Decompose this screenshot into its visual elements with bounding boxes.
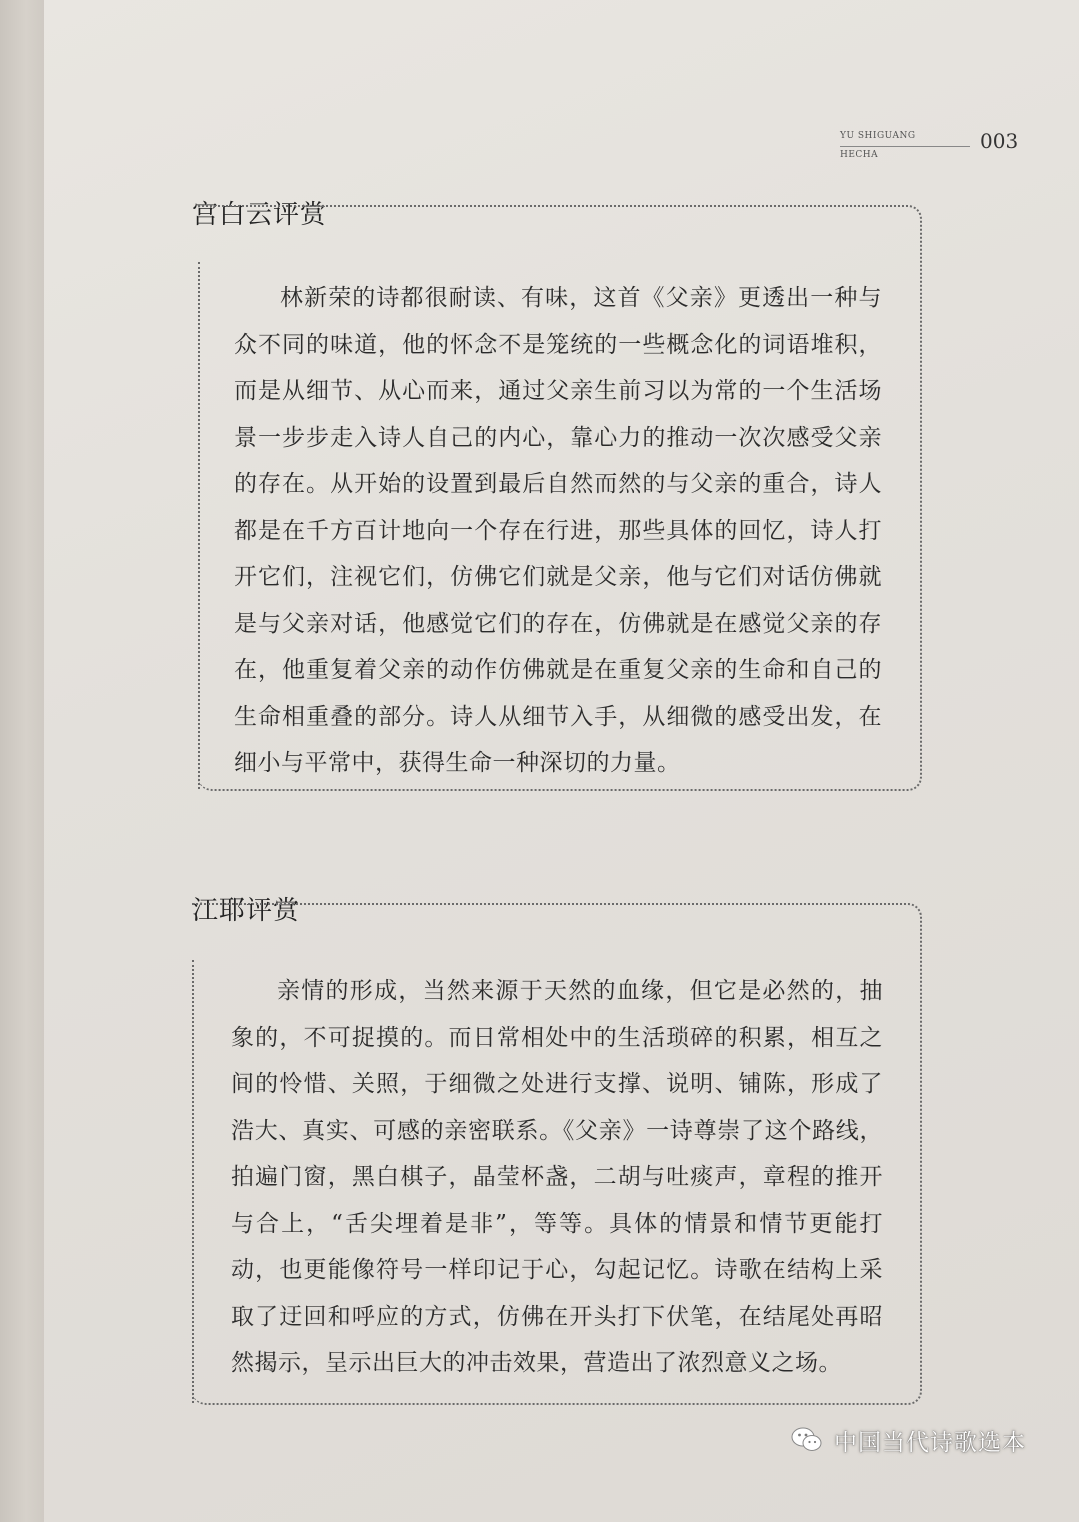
- commentary-paragraph-1: 林新荣的诗都很耐读、有味，这首《父亲》更透出一种与众不同的味道，他的怀念不是笼统的一些概念化的词语堆积，而是从细节、从心而来，通过父亲生前习以为常的一个生活场景一步步走入诗人自己的内心，靠心力的推动一次次感受父亲的存在。从开始的设置到最后自然而然的与父亲的重合，诗人都是在千方百计地向一个存在行进，那些具体的回忆，诗人打开它们，注视它们，仿佛它们就是父亲，他与它们对话仿佛就是与父亲对话，他感觉它们的存在，仿佛就是在感觉父亲的存在，他重复着父亲的动作仿佛就是在重复父亲的生命和自己的生命相重叠的部分。诗人从细节入手，从细微的感受出发，在细小与平常中，获得生命一种深切的力量。: [234, 285, 882, 776]
- commentary-box-2-left-rule: [192, 960, 194, 1403]
- running-header: [840, 126, 1020, 166]
- watermark-account-name: 中国当代诗歌选本: [834, 1429, 1026, 1456]
- header-rule: [840, 146, 970, 147]
- section-title-gong-baiyun: 宫白云评赏: [192, 200, 328, 230]
- commentary-paragraph-2: 亲情的形成，当然来源于天然的血缘，但它是必然的，抽象的，不可捉摸的。而日常相处中的生活琐碎的积累，相互之间的怜惜、关照，于细微之处进行支撑、说明、铺陈，形成了浩大、真实、可感的亲密联系。《父亲》一诗尊崇了这个路线，拍遍门窗，黑白棋子，晶莹杯盏，二胡与吐痰声，章程的推开与合上，“舌尖埋着是非”，等等。具体的情景和情节更能打动，也更能像符号一样印记于心，勾起记忆。诗歌在结构上采取了迂回和呼应的方式，仿佛在开头打下伏笔，在结尾处再昭然揭示，呈示出巨大的冲击效果，营造出了浓烈意义之场。: [231, 978, 883, 1376]
- wechat-watermark: [790, 1420, 1026, 1460]
- wechat-icon: [790, 1423, 824, 1457]
- book-spine-shadow: [0, 0, 44, 1522]
- header-title-line2: HECHA: [840, 150, 879, 160]
- section-title-jiang-ye: 江耶评赏: [192, 896, 301, 926]
- commentary-box-1-left-rule: [198, 262, 200, 789]
- header-title-line1: YU SHIGUANG: [840, 131, 916, 141]
- page-number: 003: [980, 129, 1019, 153]
